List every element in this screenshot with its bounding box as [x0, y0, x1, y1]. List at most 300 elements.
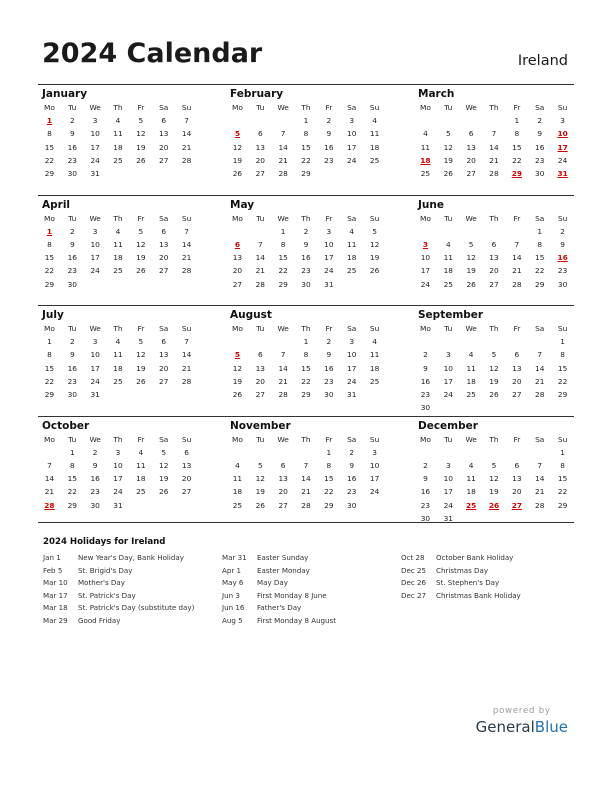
empty-cell	[437, 446, 460, 459]
day-cell: 17	[324, 253, 334, 263]
weekday-header	[414, 434, 574, 446]
empty-cell	[505, 401, 528, 414]
day-cell: 3	[115, 447, 121, 457]
day-cell: 15	[324, 474, 334, 484]
logo-general: General	[475, 718, 535, 736]
holiday-item	[222, 615, 401, 628]
day-cell: 20	[489, 266, 499, 276]
day-cell: 1	[280, 226, 286, 236]
holiday-name: Christmas Day	[436, 565, 489, 575]
day-cell: 15	[44, 253, 55, 263]
empty-cell	[152, 167, 175, 180]
day-cell: 10	[347, 129, 357, 139]
empty-cell	[460, 114, 483, 127]
empty-cell	[272, 335, 295, 348]
weekday-label: Fr	[513, 213, 521, 223]
day-cell: 7	[184, 226, 189, 236]
holiday-name: St. Patrick's Day	[78, 590, 136, 600]
holiday-name: St. Brigid's Day	[78, 565, 133, 575]
day-cell: 27	[489, 279, 499, 289]
day-cell: 26	[159, 487, 169, 497]
holiday-name: October Bank Holiday	[436, 553, 514, 562]
day-cell: 28	[181, 266, 192, 276]
holiday-item	[43, 602, 222, 615]
day-cell: 17	[443, 487, 453, 497]
day-cell: 18	[113, 253, 123, 263]
empty-cell	[249, 114, 272, 127]
week-row	[414, 225, 574, 238]
holiday-date: Jan 1	[43, 553, 61, 562]
week-row	[226, 459, 386, 472]
week-row	[414, 446, 574, 459]
day-cell: 7	[184, 116, 189, 125]
month-name: March	[418, 88, 455, 100]
empty-cell	[414, 335, 437, 348]
weekday-label: Sa	[159, 103, 169, 112]
day-cell: 15	[512, 142, 522, 152]
day-cell: 11	[113, 350, 123, 360]
holiday-name: First Monday 8 June	[257, 590, 327, 600]
weekday-label: Th	[489, 324, 499, 333]
empty-cell	[483, 114, 506, 127]
day-cell: 5	[491, 460, 497, 470]
month-november	[226, 417, 386, 527]
day-cell: 6	[514, 460, 520, 470]
day-cell: 25	[136, 487, 146, 497]
day-cell: 6	[184, 447, 189, 457]
empty-cell	[363, 499, 386, 512]
day-cell: 19	[232, 376, 243, 386]
holiday-day: 16	[557, 253, 568, 263]
day-cell: 14	[181, 350, 192, 360]
day-cell: 10	[113, 460, 123, 470]
day-cell: 13	[489, 253, 499, 263]
holiday-name: Good Friday	[78, 615, 121, 625]
holiday-name: Easter Monday	[257, 565, 310, 575]
weekday-label: Th	[113, 324, 123, 333]
weekday-label: Su	[557, 434, 568, 444]
day-cell: 26	[232, 390, 243, 400]
day-cell: 8	[69, 460, 75, 470]
empty-cell	[460, 225, 483, 238]
day-cell: 21	[255, 266, 265, 276]
day-cell: 17	[443, 376, 453, 386]
day-cell: 21	[535, 376, 545, 386]
holiday-day: 28	[44, 500, 55, 510]
day-cell: 4	[115, 226, 121, 236]
weekday-header	[38, 213, 198, 225]
day-cell: 9	[423, 474, 428, 484]
empty-cell	[272, 446, 295, 459]
weekday-label: Fr	[513, 324, 521, 333]
weekday-label: We	[277, 434, 289, 444]
week-row	[414, 154, 574, 167]
month-april	[38, 196, 198, 306]
day-cell: 29	[67, 500, 77, 510]
day-cell: 8	[280, 239, 286, 249]
week-row	[226, 238, 386, 251]
empty-cell	[107, 167, 130, 180]
calendar-grid	[38, 84, 574, 526]
empty-cell	[129, 278, 152, 291]
day-cell: 4	[372, 116, 377, 125]
day-cell: 24	[324, 266, 334, 276]
day-cell: 6	[161, 116, 167, 125]
day-cell: 22	[278, 266, 288, 276]
weekday-label: Th	[301, 324, 311, 333]
holiday-name: May Day	[257, 578, 288, 588]
day-cell: 28	[181, 155, 192, 165]
holiday-day: 10	[557, 129, 568, 139]
day-cell: 13	[255, 363, 265, 373]
day-cell: 30	[535, 169, 545, 179]
day-cell: 27	[278, 500, 288, 510]
weekday-label: Fr	[325, 213, 333, 223]
weekday-label: Su	[369, 434, 380, 444]
empty-cell	[175, 278, 198, 291]
empty-cell	[528, 335, 551, 348]
weekday-header	[226, 434, 386, 446]
day-cell: 15	[557, 363, 568, 373]
day-cell: 21	[535, 487, 545, 497]
day-cell: 31	[90, 390, 100, 400]
empty-cell	[363, 388, 386, 401]
day-cell: 1	[560, 337, 565, 346]
day-cell: 13	[278, 474, 288, 484]
day-cell: 15	[557, 474, 568, 484]
month-name: June	[418, 198, 444, 211]
holiday-date: Jun 3	[222, 590, 240, 600]
empty-cell	[340, 167, 363, 180]
week-row	[38, 238, 198, 251]
day-cell: 30	[324, 390, 334, 400]
weekday-label: We	[277, 324, 289, 333]
day-cell: 2	[537, 116, 543, 125]
week-row	[414, 401, 574, 414]
holiday-item	[43, 615, 222, 628]
day-cell: 7	[47, 460, 52, 470]
month-february	[226, 85, 386, 195]
day-cell: 1	[537, 226, 543, 236]
holiday-item	[43, 552, 222, 565]
weekday-label: We	[89, 213, 101, 223]
day-cell: 6	[468, 129, 474, 139]
day-cell: 24	[347, 155, 357, 165]
holiday-name: Mother's Day	[78, 578, 125, 588]
day-cell: 9	[423, 363, 428, 373]
quarter-row	[38, 195, 574, 306]
day-cell: 21	[181, 253, 192, 263]
holiday-date: Oct 28	[401, 553, 425, 562]
empty-cell	[414, 114, 437, 127]
day-cell: 26	[232, 169, 243, 179]
holiday-name: New Year's Day, Bank Holiday	[78, 553, 184, 562]
holiday-date: Mar 18	[43, 603, 68, 613]
day-cell: 8	[303, 129, 309, 139]
holiday-day: 5	[234, 350, 240, 360]
day-cell: 9	[326, 129, 332, 139]
day-cell: 29	[44, 169, 55, 179]
weekday-label: Th	[301, 434, 311, 444]
day-cell: 3	[92, 337, 98, 346]
weekday-header	[414, 102, 574, 114]
day-cell: 28	[535, 500, 545, 510]
day-cell: 7	[280, 350, 286, 360]
day-cell: 5	[138, 116, 144, 125]
empty-cell	[437, 225, 460, 238]
weekday-label: Th	[489, 213, 499, 223]
weekday-label: We	[465, 213, 477, 223]
day-cell: 7	[184, 337, 189, 346]
day-cell: 12	[443, 142, 453, 152]
day-cell: 18	[466, 487, 476, 497]
week-row	[226, 348, 386, 361]
day-cell: 30	[557, 279, 568, 289]
empty-cell	[129, 499, 152, 512]
day-cell: 1	[303, 116, 309, 125]
month-name: October	[42, 419, 90, 432]
day-cell: 28	[489, 169, 499, 179]
day-cell: 4	[115, 337, 121, 346]
day-cell: 4	[445, 239, 451, 249]
weekday-label: Sa	[535, 103, 545, 112]
weekday-label: Mo	[231, 213, 243, 223]
day-cell: 12	[369, 239, 380, 249]
day-cell: 22	[44, 155, 55, 165]
day-cell: 4	[115, 116, 121, 125]
empty-cell	[460, 446, 483, 459]
week-row	[414, 459, 574, 472]
empty-cell	[175, 388, 198, 401]
day-cell: 18	[232, 487, 243, 497]
day-cell: 13	[181, 460, 192, 470]
day-cell: 10	[443, 474, 453, 484]
week-row	[414, 238, 574, 251]
weekday-label: Mo	[43, 324, 55, 333]
week-row	[38, 264, 198, 277]
day-cell: 17	[369, 474, 380, 484]
holiday-day: 29	[511, 169, 523, 179]
week-row	[414, 114, 574, 127]
day-cell: 23	[535, 155, 545, 165]
weekday-label: Tu	[444, 103, 453, 112]
day-cell: 6	[161, 337, 167, 346]
day-cell: 3	[349, 116, 355, 125]
day-cell: 24	[443, 500, 453, 510]
day-cell: 31	[443, 513, 453, 523]
month-name: November	[230, 419, 291, 432]
weekday-header	[414, 213, 574, 225]
empty-cell	[528, 512, 551, 525]
day-cell: 23	[420, 390, 431, 400]
weekday-label: Su	[181, 103, 192, 112]
day-cell: 7	[257, 239, 263, 249]
day-cell: 6	[161, 226, 167, 236]
empty-cell	[437, 114, 460, 127]
weekday-label: We	[277, 103, 289, 112]
day-cell: 15	[44, 142, 55, 152]
weekday-label: We	[277, 213, 289, 223]
holiday-name: Father's Day	[257, 603, 302, 613]
week-row	[226, 335, 386, 348]
empty-cell	[84, 278, 107, 291]
empty-cell	[129, 388, 152, 401]
day-cell: 10	[369, 460, 380, 470]
weekday-label: Sa	[535, 434, 545, 444]
day-cell: 15	[44, 363, 55, 373]
holiday-date: Feb 5	[43, 565, 63, 575]
weekday-label: Mo	[43, 103, 55, 112]
empty-cell	[505, 512, 528, 525]
weekday-header	[38, 102, 198, 114]
day-cell: 24	[90, 376, 100, 386]
day-cell: 4	[235, 460, 240, 470]
empty-cell	[340, 278, 363, 291]
weekday-label: Th	[113, 103, 123, 112]
day-cell: 25	[113, 155, 123, 165]
empty-cell	[226, 114, 249, 127]
month-name: January	[42, 88, 88, 100]
week-row	[414, 499, 574, 512]
day-cell: 30	[301, 279, 311, 289]
day-cell: 21	[278, 155, 288, 165]
day-cell: 11	[369, 129, 380, 139]
day-cell: 13	[159, 129, 169, 139]
day-cell: 29	[44, 279, 55, 289]
week-row	[38, 167, 198, 180]
day-cell: 13	[512, 363, 522, 373]
holidays-column	[222, 552, 401, 628]
weekday-label: Su	[557, 213, 568, 223]
day-cell: 22	[512, 155, 522, 165]
day-cell: 11	[443, 253, 453, 263]
weekday-label: Tu	[68, 103, 77, 112]
day-cell: 7	[537, 460, 543, 470]
day-cell: 8	[303, 350, 309, 360]
day-cell: 28	[255, 279, 265, 289]
day-cell: 26	[489, 390, 499, 400]
day-cell: 1	[560, 447, 565, 457]
day-cell: 24	[347, 376, 357, 386]
day-cell: 22	[44, 376, 55, 386]
day-cell: 29	[278, 279, 288, 289]
week-row	[414, 388, 574, 401]
weekday-label: We	[89, 434, 101, 444]
holiday-item	[401, 565, 580, 578]
weekday-label: Fr	[325, 324, 333, 333]
day-cell: 14	[181, 129, 192, 139]
day-cell: 13	[232, 253, 243, 263]
day-cell: 3	[326, 226, 332, 236]
day-cell: 27	[255, 390, 265, 400]
empty-cell	[363, 167, 386, 180]
day-cell: 14	[489, 142, 499, 152]
week-row	[414, 167, 574, 180]
week-row	[226, 141, 386, 154]
day-cell: 25	[369, 155, 380, 165]
empty-cell	[551, 512, 574, 525]
day-cell: 19	[489, 376, 499, 386]
day-cell: 10	[90, 239, 100, 249]
day-cell: 26	[136, 266, 146, 276]
day-cell: 9	[537, 129, 543, 139]
day-cell: 30	[67, 169, 77, 179]
day-cell: 16	[535, 142, 545, 152]
day-cell: 15	[535, 253, 545, 263]
day-cell: 8	[47, 129, 52, 139]
day-cell: 16	[67, 142, 77, 152]
month-june	[414, 196, 574, 306]
day-cell: 27	[159, 266, 169, 276]
weekday-label: Su	[369, 103, 380, 112]
day-cell: 3	[372, 447, 377, 457]
weekday-label: We	[465, 434, 477, 444]
day-cell: 4	[468, 460, 474, 470]
day-cell: 8	[537, 239, 543, 249]
weekday-label: Fr	[137, 103, 145, 112]
weekday-label: Mo	[419, 103, 431, 112]
holiday-name: First Monday 8 August	[257, 615, 337, 625]
day-cell: 27	[181, 487, 192, 497]
month-name: September	[418, 309, 484, 321]
day-cell: 6	[280, 460, 286, 470]
day-cell: 29	[557, 500, 568, 510]
day-cell: 24	[443, 390, 453, 400]
day-cell: 1	[47, 337, 52, 346]
weekday-label: Fr	[137, 213, 145, 223]
day-cell: 25	[113, 376, 123, 386]
day-cell: 12	[466, 253, 476, 263]
day-cell: 20	[232, 266, 243, 276]
day-cell: 12	[255, 474, 265, 484]
day-cell: 12	[489, 363, 499, 373]
week-row	[226, 225, 386, 238]
day-cell: 14	[535, 363, 545, 373]
holiday-name: Christmas Bank Holiday	[436, 590, 521, 600]
month-may	[226, 196, 386, 306]
day-cell: 11	[232, 474, 243, 484]
day-cell: 26	[136, 376, 146, 386]
weekday-label: Tu	[256, 324, 265, 333]
holiday-date: Dec 26	[401, 578, 427, 588]
month-december	[414, 417, 574, 527]
weekday-label: Sa	[159, 213, 169, 223]
day-cell: 23	[324, 376, 334, 386]
week-row	[414, 335, 574, 348]
day-cell: 21	[278, 376, 288, 386]
holiday-date: May 6	[222, 578, 244, 588]
day-cell: 10	[90, 350, 100, 360]
day-cell: 2	[69, 226, 75, 236]
day-cell: 23	[67, 155, 77, 165]
powered-by-text: powered by	[492, 706, 551, 716]
empty-cell	[317, 167, 340, 180]
brand-logo[interactable]	[476, 706, 568, 736]
week-row	[226, 127, 386, 140]
day-cell: 15	[67, 474, 77, 484]
day-cell: 25	[347, 266, 357, 276]
week-row	[226, 114, 386, 127]
empty-cell	[437, 335, 460, 348]
quarter-row	[38, 416, 574, 527]
weekday-label: Su	[557, 324, 568, 333]
weekday-label: Su	[369, 324, 380, 333]
empty-cell	[437, 401, 460, 414]
day-cell: 31	[113, 500, 123, 510]
day-cell: 23	[67, 266, 77, 276]
day-cell: 22	[301, 376, 311, 386]
weekday-label: Tu	[444, 213, 453, 223]
